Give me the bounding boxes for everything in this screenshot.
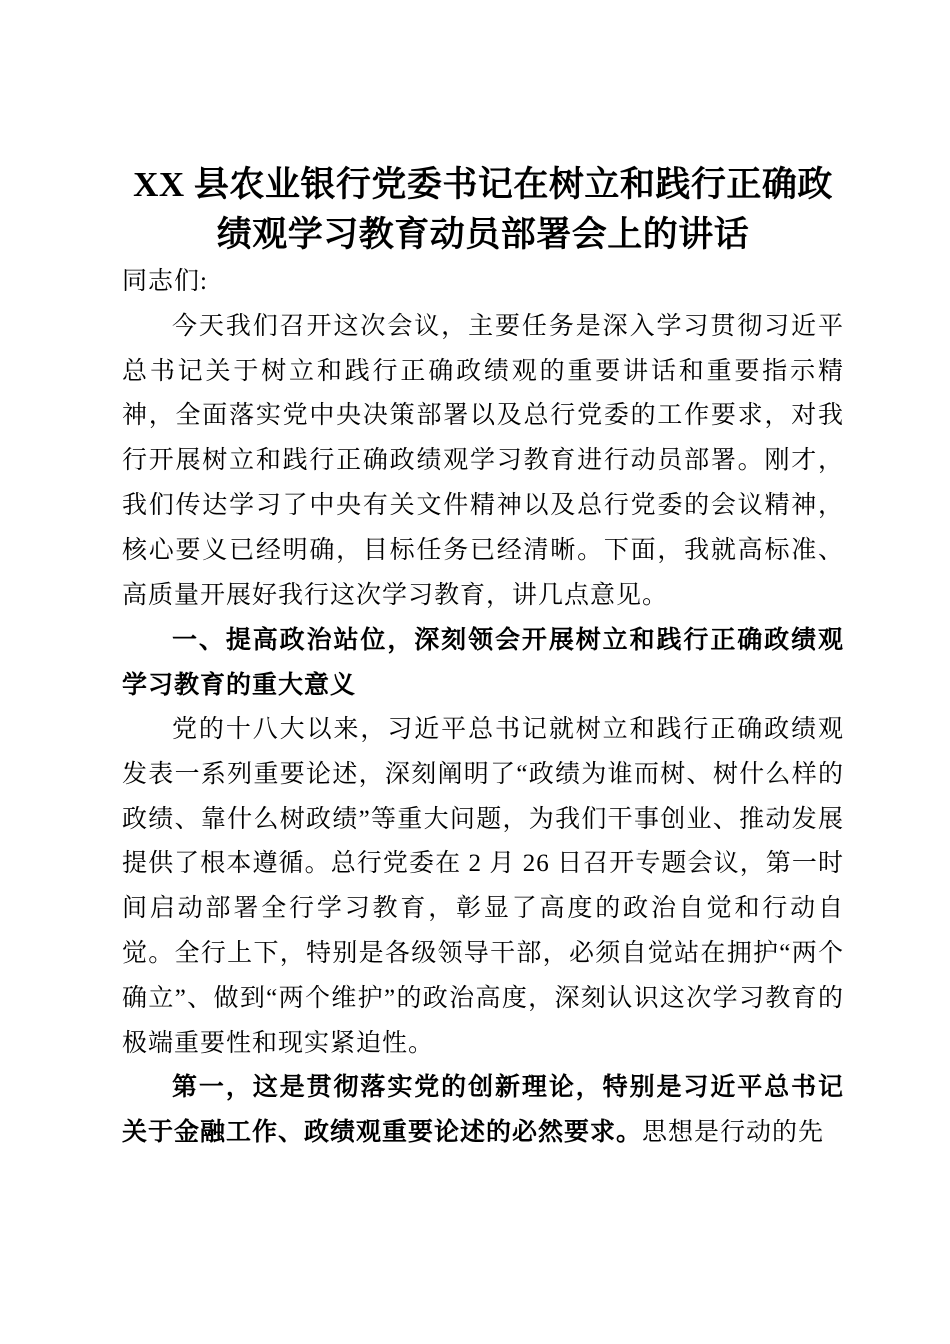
point-1-paragraph [122,1066,844,1156]
section-1-paragraph: 党的十八大以来，习近平总书记就树立和践行正确政绩观发表一系列重要论述，深刻阐明了“政绩为谁而树、树什么样的政绩、靠什么树政绩”等重大问题，为我们干事创业、推动发展提供了根本遵循。总行党委在 2 月 26 日召开专题会议，第一时间启动部署全行学习教育，彰显了高度的政治自觉和行动自觉。全行上下，特别是各级领导干部，必须自觉站在拥护“两个确立”、做到“两个维护”的政治高度，深刻认识这次学习教育的极端重要性和现实紧迫性。 [122,715,844,1057]
point-1-lead-sentence: 第一，这是贯彻落实党的创新理论，特别是习近平总书记关于金融工作、政绩观重要论述的必然要求。 [122,1074,844,1147]
document-title: XX 县农业银行党委书记在树立和践行正确政绩观学习教育动员部署会上的讲话 [133,165,833,254]
document-body [122,260,844,1156]
intro-paragraph: 今天我们召开这次会议，主要任务是深入学习贯彻习近平总书记关于树立和践行正确政绩观的重要讲话和重要指示精神，全面落实党中央决策部署以及总行党委的工作要求，对我行开展树立和践行正确政绩观学习教育进行动员部署。刚才，我们传达学习了中央有关文件精神以及总行党委的会议精神，核心要义已经明确，目标任务已经清晰。下面，我就高标准、高质量开展好我行这次学习教育，讲几点意见。 [122,312,844,609]
point-1-continuation: 思想是行动的先 [642,1119,825,1147]
section-1-heading: 一、提高政治站位，深刻领会开展树立和践行正确政绩观学习教育的重大意义 [122,626,844,700]
salutation: 同志们: [122,268,208,295]
